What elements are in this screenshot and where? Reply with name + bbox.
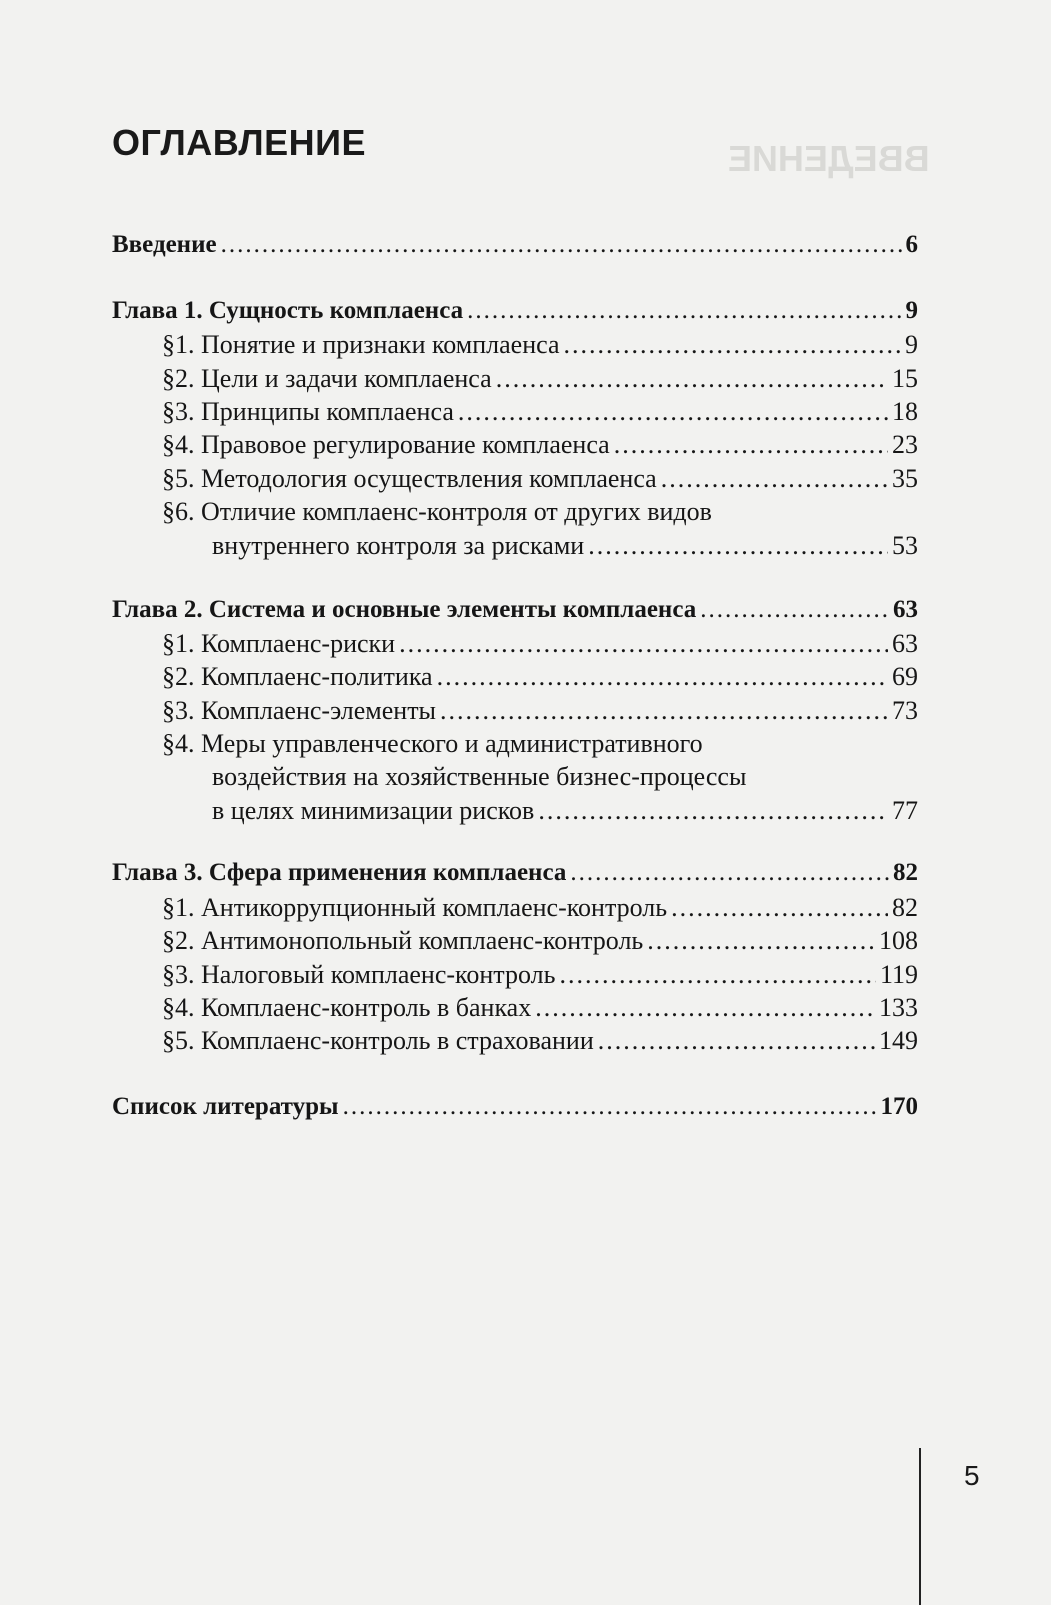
toc-entry-page: 82 — [893, 859, 918, 886]
toc-entry-title: Список литературы — [112, 1093, 339, 1120]
dot-leader — [440, 696, 888, 726]
toc-entry-ch1-s2[interactable] — [162, 364, 918, 394]
dot-leader — [564, 330, 901, 360]
toc-entry-page: 108 — [879, 926, 918, 955]
toc-entry-title: §2. Цели и задачи комплаенса — [162, 364, 492, 393]
toc-entry-page: 15 — [892, 364, 918, 393]
toc-entry-chapter-1[interactable] — [112, 297, 918, 325]
toc-entry-title: §3. Комплаенс-элементы — [162, 696, 437, 725]
toc-entry-title: §1. Комплаенс-риски — [162, 629, 396, 658]
toc-entry-title: §5. Методология осуществления комплаенса — [162, 464, 657, 493]
toc-entry-page: 77 — [892, 796, 918, 825]
toc-entry-page: 9 — [905, 330, 918, 359]
page-title: ОГЛАВЛЕНИЕ — [112, 122, 367, 163]
bleed-through-heading: ВВЕДЕНИЕ — [728, 138, 930, 179]
toc-entry-page: 9 — [905, 297, 918, 324]
toc-entry-title: в целях минимизации рисков — [212, 796, 535, 825]
toc-entry-ch3-s3[interactable] — [162, 960, 918, 990]
dot-leader — [588, 531, 888, 561]
toc-entry-ch2-s4-line2[interactable]: воздействия на хозяйственные бизнес-процессы — [212, 762, 747, 791]
toc-entry-page: 6 — [905, 231, 918, 258]
toc-entry-title: Глава 2. Система и основные элементы комплаенса — [112, 596, 697, 623]
toc-entry-ch3-s1[interactable] — [162, 893, 918, 923]
toc-entry-title: Глава 1. Сущность комплаенса — [112, 297, 464, 324]
dot-leader — [559, 960, 876, 990]
toc-entry-page: 170 — [880, 1093, 918, 1120]
toc-entry-ch1-s3[interactable] — [162, 397, 918, 427]
toc-entry-title: §4. Правовое регулирование комплаенса — [162, 430, 610, 459]
toc-entry-chapter-2[interactable] — [112, 596, 918, 624]
toc-entry-chapter-3[interactable] — [112, 859, 918, 887]
toc-entry-title: внутреннего контроля за рисками — [212, 531, 585, 560]
dot-leader — [647, 926, 875, 956]
toc-entry-page: 82 — [892, 893, 918, 922]
toc-entry-ch2-s4-line1[interactable]: §4. Меры управленческого и административного — [162, 729, 703, 758]
toc-entry-title: Введение — [112, 231, 217, 258]
dot-leader — [671, 893, 888, 923]
toc-entry-page: 35 — [892, 464, 918, 493]
toc-entry-title: §4. Комплаенс-контроль в банках — [162, 993, 532, 1022]
toc-entry-page: 133 — [879, 993, 918, 1022]
toc-entry-ch3-s5[interactable] — [162, 1026, 918, 1056]
toc-entry-bibliography[interactable] — [112, 1093, 918, 1121]
toc-entry-ch1-s6[interactable] — [212, 531, 918, 561]
dot-leader — [614, 430, 888, 460]
margin-rule — [919, 1448, 921, 1605]
toc-entry-title: Глава 3. Сфера применения комплаенса — [112, 859, 567, 886]
toc-entry-title: §2. Антимонопольный комплаенс-контроль — [162, 926, 644, 955]
dot-leader — [437, 662, 888, 692]
toc-entry-title: §1. Антикоррупционный комплаенс-контроль — [162, 893, 668, 922]
toc-entry-ch2-s1[interactable] — [162, 629, 918, 659]
toc-entry-ch2-s3[interactable] — [162, 696, 918, 726]
toc-entry-title: §1. Понятие и признаки комплаенса — [162, 330, 560, 359]
dot-leader — [343, 1093, 877, 1121]
toc-entry-title: §5. Комплаенс-контроль в страховании — [162, 1026, 594, 1055]
dot-leader — [458, 397, 888, 427]
dot-leader — [221, 231, 902, 259]
toc-entry-page: 149 — [879, 1026, 918, 1055]
toc-entry-ch1-s4[interactable] — [162, 430, 918, 460]
dot-leader — [598, 1026, 875, 1056]
toc-entry-title: §3. Налоговый комплаенс-контроль — [162, 960, 556, 989]
dot-leader — [399, 629, 888, 659]
toc-entry-ch2-s4[interactable] — [212, 796, 918, 826]
toc-entry-title: §2. Комплаенс-политика — [162, 662, 433, 691]
toc-entry-title: §3. Принципы комплаенса — [162, 397, 454, 426]
toc-entry-ch2-s2[interactable] — [162, 662, 918, 692]
toc-entry-ch1-s6-line1[interactable]: §6. Отличие комплаенс-контроля от других видов — [162, 497, 712, 526]
toc-entry-ch3-s2[interactable] — [162, 926, 918, 956]
toc-entry-page: 73 — [892, 696, 918, 725]
toc-entry-page: 23 — [892, 430, 918, 459]
dot-leader — [535, 993, 875, 1023]
toc-entry-ch1-s1[interactable] — [162, 330, 918, 360]
toc-entry-page: 69 — [892, 662, 918, 691]
toc-entry-page: 63 — [893, 596, 918, 623]
toc-entry-page: 63 — [892, 629, 918, 658]
dot-leader — [570, 859, 889, 887]
toc-entry-page: 119 — [879, 960, 918, 989]
page-number: 5 — [964, 1460, 980, 1491]
dot-leader — [467, 297, 901, 325]
toc-entry-page: 53 — [892, 531, 918, 560]
dot-leader — [538, 796, 888, 826]
toc-entry-introduction[interactable] — [112, 231, 918, 259]
dot-leader — [496, 364, 888, 394]
dot-leader — [661, 464, 888, 494]
toc-entry-ch1-s5[interactable] — [162, 464, 918, 494]
toc-entry-ch3-s4[interactable] — [162, 993, 918, 1023]
dot-leader — [700, 596, 889, 624]
toc-entry-page: 18 — [892, 397, 918, 426]
